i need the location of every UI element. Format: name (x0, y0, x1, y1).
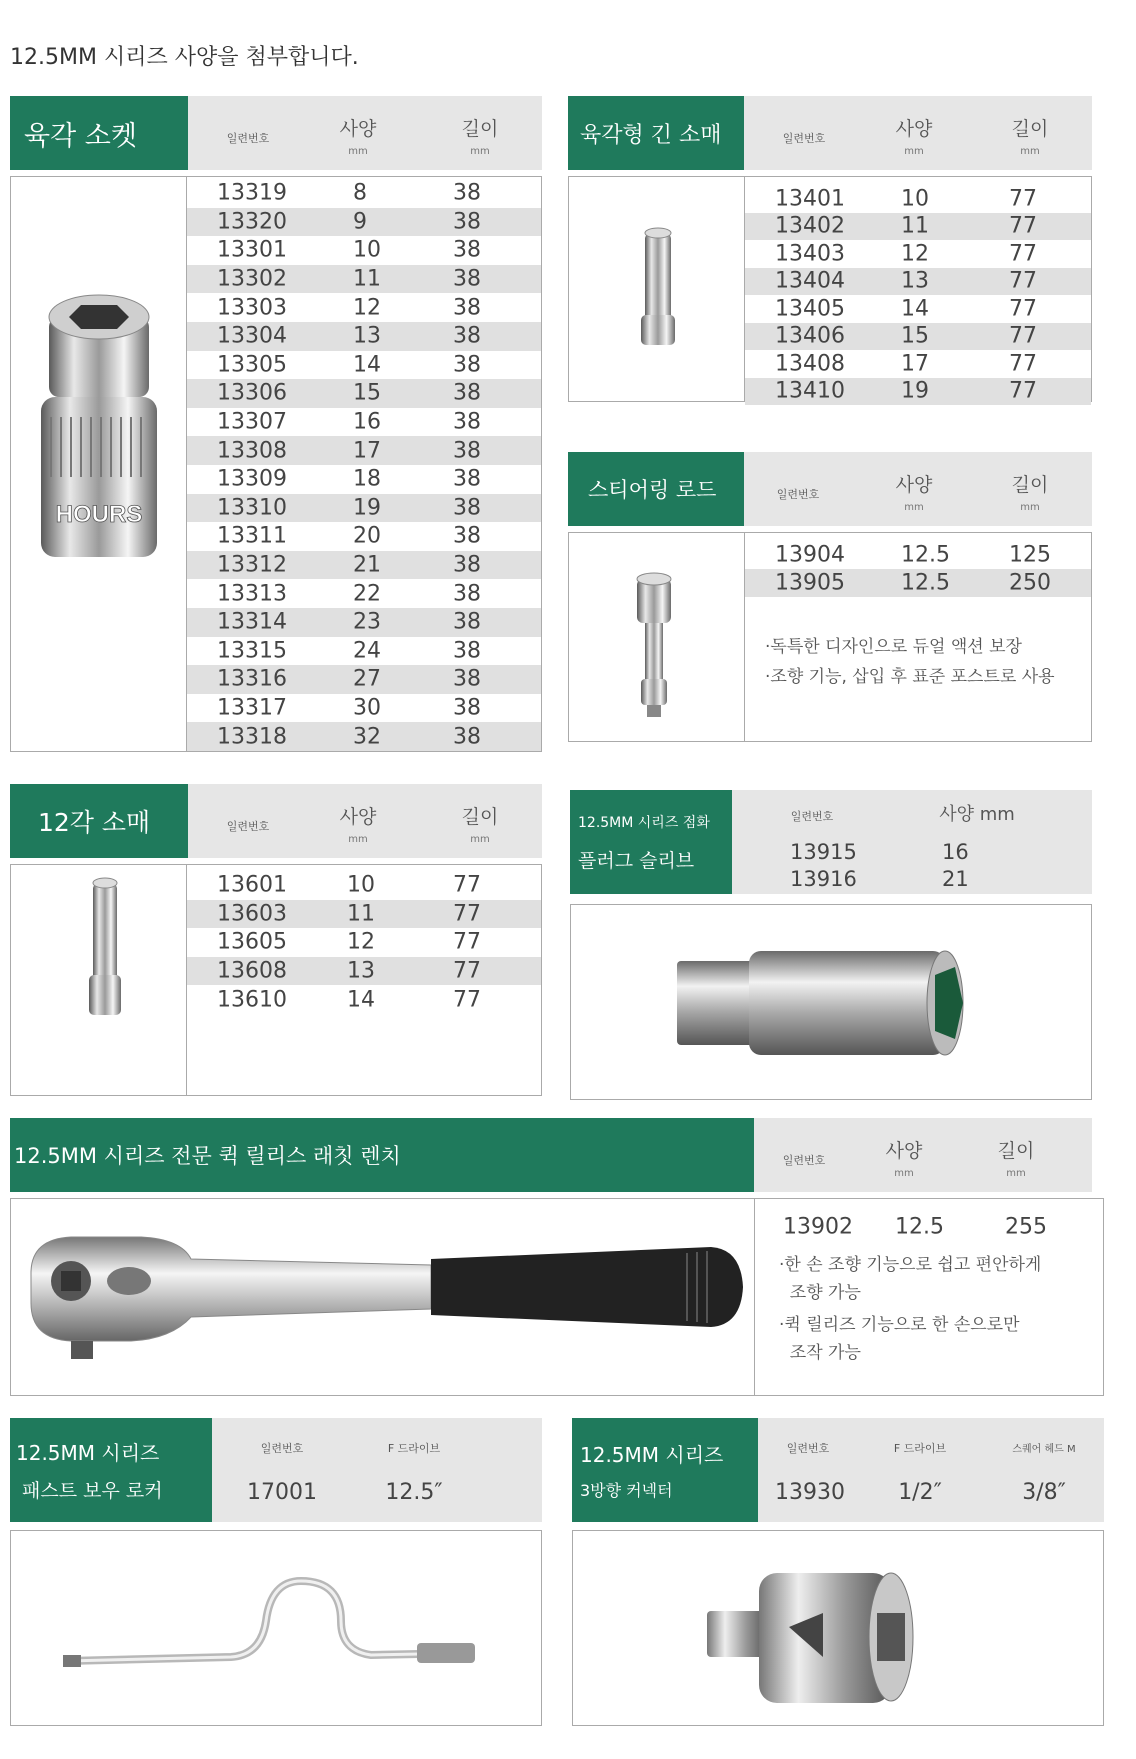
twelve-point-socket-image (11, 865, 187, 1097)
connector-title-1: 12.5MM 시리즈 (580, 1443, 724, 1467)
length-cell: 77 (1009, 351, 1037, 377)
length-cell: 77 (1009, 268, 1037, 294)
serial-cell: 13313 (217, 581, 287, 607)
table-row (187, 208, 541, 237)
connector-drive: 1/2″ (898, 1480, 942, 1505)
twelve-point-image-cell (11, 865, 187, 1095)
long-hex-image-cell (569, 177, 745, 401)
serial-cell: 13316 (217, 666, 287, 692)
length-cell: 77 (1009, 186, 1037, 212)
col-spec: 사양 (895, 118, 933, 140)
spec-cell: 9 (353, 209, 367, 235)
spec-cell: 12 (353, 295, 381, 321)
connector-title-2: 3방향 커넥터 (580, 1481, 673, 1500)
serial-cell: 13905 (775, 570, 845, 596)
col-serial: 일련번호 (790, 810, 834, 823)
length-cell: 38 (453, 695, 481, 721)
spec-cell: 17 (901, 351, 929, 377)
steering-rod-colhead (744, 452, 1092, 526)
col-length: 길이 (1011, 474, 1049, 496)
spec-cell: 10 (901, 186, 929, 212)
table-row (187, 465, 541, 494)
spec-cell: 30 (353, 695, 381, 721)
spec-cell: 16 (942, 839, 969, 864)
serial-cell: 13916 (790, 866, 857, 891)
spec-cell: 14 (347, 987, 375, 1013)
long-hex-colhead (744, 96, 1092, 170)
serial-cell: 13302 (217, 266, 287, 292)
spec-cell: 13 (353, 323, 381, 349)
twelve-point-table (10, 864, 542, 1096)
col-spec: 사양 (339, 118, 377, 140)
table-row (745, 541, 1091, 569)
length-cell: 77 (453, 929, 481, 955)
col-serial: 일련번호 (776, 488, 820, 501)
spec-cell: 13 (347, 958, 375, 984)
spec-cell: 14 (353, 352, 381, 378)
serial-cell: 13304 (217, 323, 287, 349)
spec-cell: 12 (901, 241, 929, 267)
length-cell: 38 (453, 352, 481, 378)
col-spec-unit: mm (894, 1168, 914, 1179)
twelve-point-header (10, 784, 188, 858)
table-row (187, 722, 541, 751)
length-cell: 38 (453, 266, 481, 292)
spec-cell: 19 (353, 495, 381, 521)
spec-cell: 15 (901, 323, 929, 349)
length-cell: 77 (1009, 241, 1037, 267)
spec-cell: 11 (901, 213, 929, 239)
ratchet-colhead (754, 1118, 1092, 1192)
spec-cell: 27 (353, 666, 381, 692)
hex-socket-table (10, 176, 542, 752)
hex-socket-colhead (188, 96, 542, 170)
spec-cell: 13 (901, 268, 929, 294)
steering-rod-header (568, 452, 744, 526)
serial-cell: 13303 (217, 295, 287, 321)
col-serial: 일련번호 (226, 132, 270, 145)
length-cell: 250 (1009, 570, 1051, 596)
speed-wrench-colhead (212, 1418, 542, 1522)
spec-cell: 21 (942, 866, 969, 891)
length-cell: 38 (453, 380, 481, 406)
serial-cell: 13601 (217, 872, 287, 898)
table-row (745, 240, 1091, 268)
length-cell: 38 (453, 523, 481, 549)
serial-cell: 13314 (217, 609, 287, 635)
steering-rod-title: 스티어링 로드 (588, 478, 717, 502)
serial-cell: 13904 (775, 542, 845, 568)
hex-socket-image (11, 177, 187, 753)
col-spec-mm: 사양 mm (939, 804, 1015, 825)
serial-cell: 13402 (775, 213, 845, 239)
spec-cell: 10 (347, 872, 375, 898)
table-row (187, 522, 541, 551)
ratchet-header (10, 1118, 754, 1192)
length-cell: 77 (453, 987, 481, 1013)
connector-colhead (758, 1418, 1104, 1522)
col-serial: 일련번호 (782, 132, 826, 145)
serial-cell: 13305 (217, 352, 287, 378)
long-socket-image (569, 177, 745, 403)
length-cell: 38 (453, 552, 481, 578)
col-f-drive: F 드라이브 (387, 1442, 441, 1455)
col-length-unit: mm (1006, 1168, 1026, 1179)
serial-cell: 13317 (217, 695, 287, 721)
col-f-drive: F 드라이브 (893, 1442, 947, 1455)
serial-cell: 13404 (775, 268, 845, 294)
spark-plug-header (570, 790, 732, 894)
speed-wrench-image (11, 1531, 543, 1727)
spark-plug-title-2: 플러그 슬리브 (578, 849, 695, 872)
speed-wrench-serial: 17001 (247, 1480, 317, 1505)
serial-cell: 13605 (217, 929, 287, 955)
spec-cell: 23 (353, 609, 381, 635)
spec-cell: 18 (353, 466, 381, 492)
serial-cell: 13403 (775, 241, 845, 267)
length-cell: 38 (453, 666, 481, 692)
speed-wrench-drive: 12.5″ (385, 1480, 443, 1505)
three-way-connector-image (573, 1531, 1105, 1727)
serial-cell: 13307 (217, 409, 287, 435)
table-row (187, 985, 541, 1014)
table-row (187, 265, 541, 294)
connector-square: 3/8″ (1022, 1480, 1066, 1505)
serial-cell: 13311 (217, 523, 287, 549)
col-spec-unit: mm (348, 146, 368, 157)
serial-cell: 13315 (217, 638, 287, 664)
spec-cell: 32 (353, 724, 381, 750)
serial-cell: 13310 (217, 495, 287, 521)
length-cell: 38 (453, 495, 481, 521)
table-row (187, 608, 541, 637)
table-row (187, 494, 541, 523)
table-row (187, 665, 541, 694)
table-row (187, 322, 541, 351)
serial-cell: 13319 (217, 180, 287, 206)
spec-cell: 24 (353, 638, 381, 664)
ratchet-note-1: ·한 손 조향 기능으로 쉽고 편안하게 (779, 1255, 1042, 1275)
table-row (745, 295, 1091, 323)
spec-cell: 12.5 (901, 570, 950, 596)
col-spec: 사양 (895, 474, 933, 496)
serial-cell: 13308 (217, 438, 287, 464)
steering-rod-table (568, 532, 1092, 742)
spec-cell: 8 (353, 180, 367, 206)
twelve-point-colhead (188, 784, 542, 858)
hex-socket-title: 육각 소켓 (24, 120, 137, 152)
col-spec: 사양 (339, 806, 377, 828)
serial-cell: 13401 (775, 186, 845, 212)
ratchet-note-4: 조작 가능 (779, 1343, 861, 1363)
page-title: 12.5MM 시리즈 사양을 첨부합니다. (10, 45, 359, 70)
table-row (745, 350, 1091, 378)
col-spec-unit: mm (904, 502, 924, 513)
spec-cell: 14 (901, 296, 929, 322)
table-row (745, 213, 1091, 241)
ratchet-row (11, 1211, 1103, 1243)
steering-note-2: ·조향 기능, 삽입 후 표준 포스트로 사용 (765, 667, 1055, 687)
spark-plug-title-1: 12.5MM 시리즈 점화 (578, 814, 710, 831)
length-cell: 77 (1009, 378, 1037, 404)
table-row (732, 865, 1092, 892)
spec-cell: 15 (353, 380, 381, 406)
connector-image-box (572, 1530, 1104, 1726)
spark-plug-image-box (570, 904, 1092, 1100)
length-cell: 38 (453, 209, 481, 235)
speed-wrench-header (10, 1418, 212, 1522)
spec-cell: 10 (353, 237, 381, 263)
col-length: 길이 (997, 1140, 1035, 1162)
serial-cell: 13406 (775, 323, 845, 349)
spec-cell: 16 (353, 409, 381, 435)
serial-cell: 13410 (775, 378, 845, 404)
serial-cell: 13915 (790, 839, 857, 864)
col-length: 길이 (461, 118, 499, 140)
spec-cell: 21 (353, 552, 381, 578)
long-hex-table (568, 176, 1092, 402)
table-row (745, 323, 1091, 351)
table-row (187, 408, 541, 437)
long-hex-title: 육각형 긴 소매 (580, 122, 722, 148)
table-row (187, 928, 541, 957)
connector-header (572, 1418, 758, 1522)
table-row (187, 900, 541, 929)
serial-cell: 13306 (217, 380, 287, 406)
col-length: 길이 (461, 806, 499, 828)
length-cell: 77 (1009, 213, 1037, 239)
col-spec: 사양 (885, 1140, 923, 1162)
serial-cell: 13608 (217, 958, 287, 984)
hex-socket-header (10, 96, 188, 170)
length-cell: 38 (453, 409, 481, 435)
ratchet-table (10, 1198, 1104, 1396)
long-hex-header (568, 96, 744, 170)
length-cell: 38 (453, 323, 481, 349)
table-row (187, 436, 541, 465)
length-cell: 38 (453, 466, 481, 492)
serial-cell: 13610 (217, 987, 287, 1013)
table-row (732, 838, 1092, 865)
length-cell: 125 (1009, 542, 1051, 568)
length-cell: 38 (453, 295, 481, 321)
serial-cell: 13301 (217, 237, 287, 263)
col-length-unit: mm (1020, 502, 1040, 513)
col-serial: 일련번호 (226, 820, 270, 833)
spec-cell: 22 (353, 581, 381, 607)
col-length-unit: mm (470, 146, 490, 157)
length-cell: 77 (453, 872, 481, 898)
speed-wrench-image-box (10, 1530, 542, 1726)
table-row (187, 351, 541, 380)
table-row (745, 378, 1091, 406)
spark-plug-colhead (732, 790, 1092, 894)
table-row (187, 579, 541, 608)
col-serial: 일련번호 (786, 1442, 830, 1455)
serial-cell: 13603 (217, 901, 287, 927)
length-cell: 38 (453, 581, 481, 607)
length-cell: 77 (453, 958, 481, 984)
col-spec-unit: mm (348, 834, 368, 845)
serial-cell: 13312 (217, 552, 287, 578)
twelve-point-title: 12각 소매 (38, 808, 151, 837)
length-cell: 38 (453, 237, 481, 263)
serial-cell: 13405 (775, 296, 845, 322)
extension-bar-image (569, 533, 745, 743)
table-row (187, 871, 541, 900)
spec-cell: 12.5 (901, 542, 950, 568)
hours-label: HOURS (55, 501, 143, 528)
ratchet-spec: 12.5 (895, 1214, 944, 1240)
spec-cell: 11 (353, 266, 381, 292)
table-row (745, 185, 1091, 213)
spec-cell: 12 (347, 929, 375, 955)
length-cell: 77 (1009, 323, 1037, 349)
col-serial: 일련번호 (782, 1154, 826, 1167)
speed-wrench-title-2: 패스트 보우 로커 (22, 1480, 163, 1502)
table-row (187, 236, 541, 265)
spec-cell: 17 (353, 438, 381, 464)
col-spec-unit: mm (904, 146, 924, 157)
serial-cell: 13318 (217, 724, 287, 750)
length-cell: 77 (1009, 296, 1037, 322)
serial-cell: 13408 (775, 351, 845, 377)
table-row (745, 569, 1091, 597)
length-cell: 38 (453, 724, 481, 750)
length-cell: 38 (453, 438, 481, 464)
ratchet-note-2: 조향 가능 (779, 1283, 861, 1303)
serial-cell: 13309 (217, 466, 287, 492)
col-length-unit: mm (1020, 146, 1040, 157)
ratchet-length: 255 (1005, 1214, 1047, 1240)
col-serial: 일련번호 (260, 1442, 304, 1455)
connector-serial: 13930 (775, 1480, 845, 1505)
ratchet-serial: 13902 (783, 1214, 853, 1240)
serial-cell: 13320 (217, 209, 287, 235)
spark-plug-socket-image (571, 905, 1093, 1101)
col-square-head: 스퀘어 헤드 M (1012, 1444, 1076, 1455)
table-row (187, 694, 541, 723)
speed-wrench-title-1: 12.5MM 시리즈 (16, 1441, 160, 1465)
col-length: 길이 (1011, 118, 1049, 140)
steering-rod-image-cell (569, 533, 745, 741)
hex-socket-image-cell (11, 177, 187, 751)
steering-note-1: ·독특한 디자인으로 듀얼 액션 보장 (765, 637, 1022, 657)
ratchet-note-3: ·퀵 릴리즈 기능으로 한 손으로만 (779, 1315, 1020, 1335)
length-cell: 38 (453, 180, 481, 206)
table-row (745, 268, 1091, 296)
table-row (187, 957, 541, 986)
spec-cell: 20 (353, 523, 381, 549)
table-row (187, 551, 541, 580)
ratchet-title: 12.5MM 시리즈 전문 퀵 릴리스 래칫 렌치 (14, 1144, 401, 1168)
spec-cell: 11 (347, 901, 375, 927)
table-row (187, 293, 541, 322)
length-cell: 77 (453, 901, 481, 927)
col-length-unit: mm (470, 834, 490, 845)
length-cell: 38 (453, 609, 481, 635)
spec-cell: 19 (901, 378, 929, 404)
table-row (187, 179, 541, 208)
length-cell: 38 (453, 638, 481, 664)
table-row (187, 379, 541, 408)
table-row (187, 637, 541, 666)
